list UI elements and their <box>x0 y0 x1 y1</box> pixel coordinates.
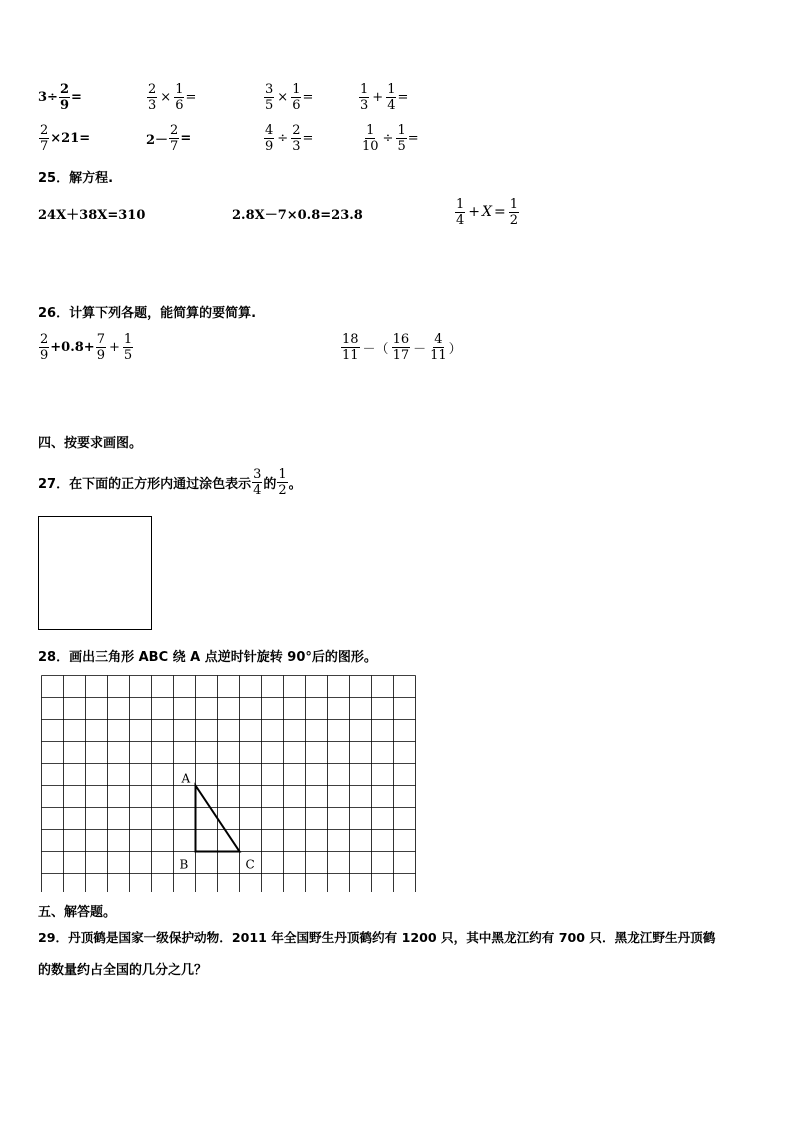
equation: $\frac{1}{4}$ + X = $\frac{1}{2}$ <box>456 196 518 228</box>
section-title: 四、按要求画图。 <box>38 436 143 451</box>
calc-item: $\frac{2}{3}$ × $\frac{1}{6}$ = <box>148 81 197 113</box>
question-title: 25．解方程. <box>38 171 114 186</box>
calc-item: $\frac{3}{5}$ × $\frac{1}{6}$ = <box>265 81 314 113</box>
calc-item: 3÷ $\frac{2}{9}$ = <box>38 81 82 113</box>
vertex-label-a: A <box>181 771 191 786</box>
rotation-grid[interactable] <box>40 674 420 892</box>
shading-square[interactable] <box>38 516 152 630</box>
expression: $\frac{18}{11}$ －（ $\frac{16}{17}$ － $\frac{4}{11}$ ） <box>342 331 462 363</box>
question-title: 28．画出三角形 ABC 绕 A 点逆时针旋转 90°后的图形。 <box>38 650 377 665</box>
equation: 24X＋38X=310 <box>38 208 146 223</box>
calc-item: $\frac{2}{7}$ ×21= <box>40 122 91 154</box>
equation: 2.8X－7×0.8=23.8 <box>232 208 363 223</box>
vertex-label-b: B <box>179 857 189 872</box>
calc-item: $\frac{1}{10}$ ÷ $\frac{1}{5}$ = <box>362 122 419 154</box>
calc-item: 2－ $\frac{2}{7}$ = <box>146 122 192 154</box>
question-text: 29．丹顶鹤是国家一级保护动物．2011 年全国野生丹顶鹤约有 1200 只，其中黑龙江约有 700 只．黑龙江野生丹顶鹤 <box>38 930 716 945</box>
expression: $\frac{2}{9}$ +0.8+ $\frac{7}{9}$ + $\frac{1}{5}$ <box>40 331 133 363</box>
question-text: 的数量约占全国的几分之几？ <box>38 963 208 978</box>
question-title: 27．在下面的正方形内通过涂色表示 $\frac{3}{4}$ 的 $\frac{1}{2}$ 。 <box>38 466 302 498</box>
question-title: 26．计算下列各题，能简算的要简算. <box>38 306 257 321</box>
calc-item: $\frac{4}{9}$ ÷ $\frac{2}{3}$ = <box>265 122 314 154</box>
calc-item: $\frac{1}{3}$ + $\frac{1}{4}$ = <box>360 81 409 113</box>
vertex-label-c: C <box>245 857 255 872</box>
section-title: 五、解答题。 <box>38 905 117 920</box>
